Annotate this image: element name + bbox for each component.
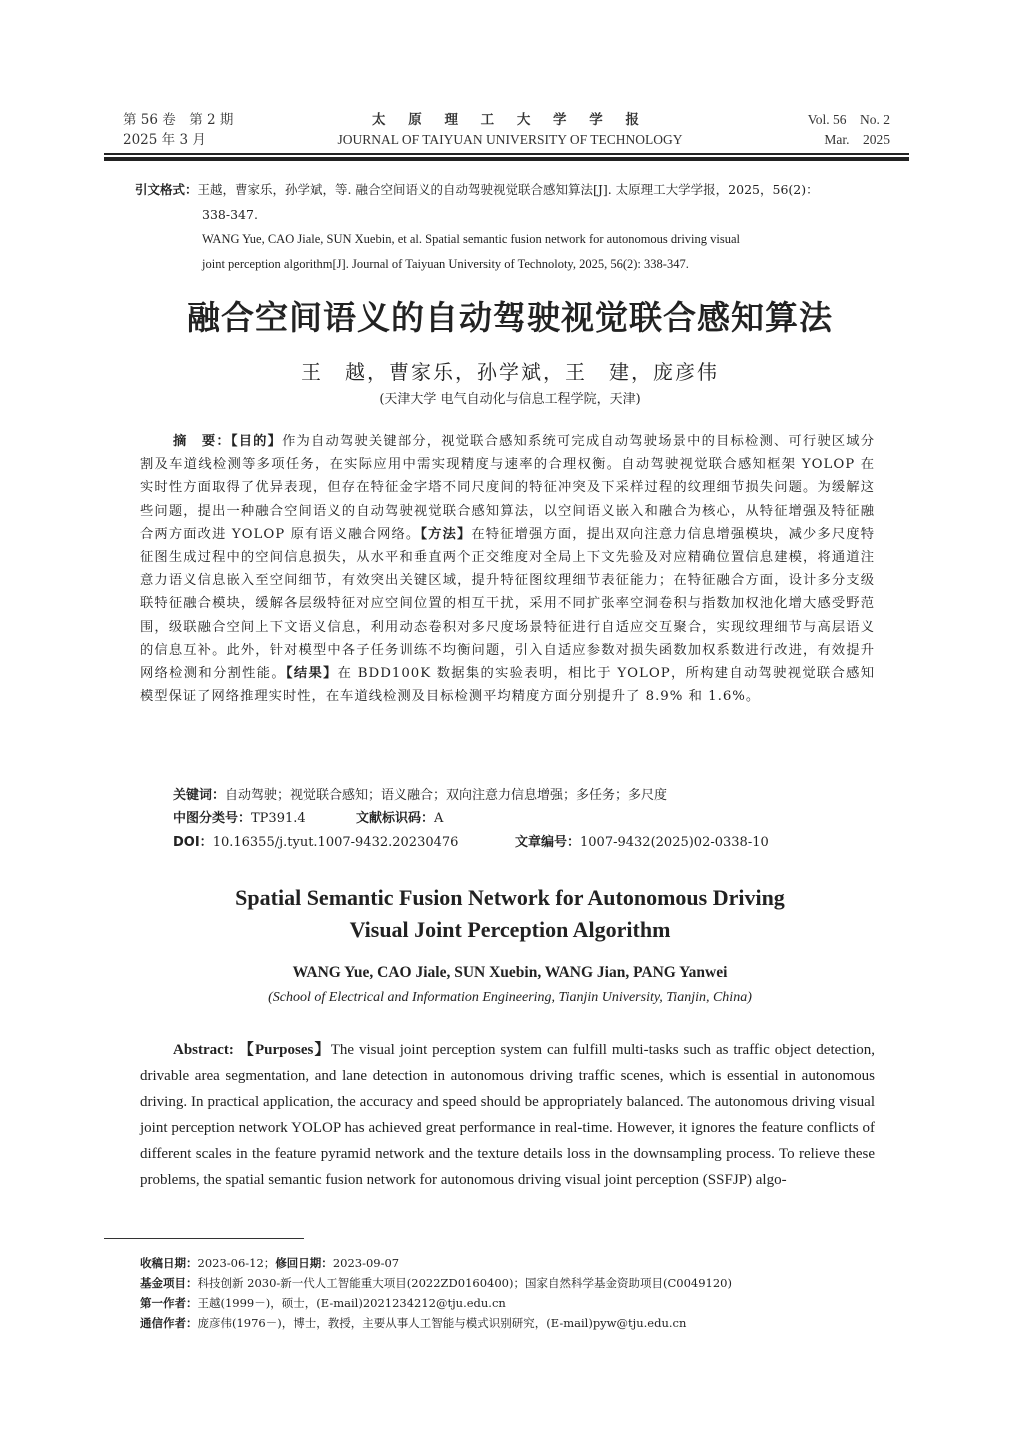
clc-label: 中图分类号： — [173, 811, 252, 826]
header-rule-thick — [104, 157, 909, 161]
header-vol-no-en — [808, 110, 890, 150]
header-volume-issue — [123, 110, 233, 150]
fund-value: 科技创新 2030-新一代人工智能重大项目(2022ZD0160400)；国家自然科学基金资助项目(C0049120) — [197, 1276, 732, 1290]
corresponding-value: 庞彦伟(1976－)，博士，教授，主要从事人工智能与模式识别研究，(E-mail)pyw@tju.edu.cn — [197, 1316, 687, 1330]
doi-label: DOI： — [173, 835, 213, 850]
corresponding-label: 通信作者： — [140, 1316, 198, 1330]
article-number-value: 1007-9432(2025)02-0338-10 — [580, 835, 769, 850]
method-tag-cn: 【方法】 — [420, 526, 472, 542]
abstract-en-label: Abstract: — [173, 1042, 234, 1058]
affiliation-en: (School of Electrical and Information Engineering, Tianjin University, Tianjin, China) — [268, 990, 752, 1005]
citation-cn-cont: 338-347. — [202, 206, 258, 222]
revised-label: 修回日期： — [275, 1256, 333, 1270]
first-author-row — [140, 1293, 900, 1313]
footnote-rule — [104, 1238, 304, 1239]
header-date: 2025 年 3 月 — [123, 132, 206, 148]
authors-cn: 王 越，曹家乐，孙学斌，王 建，庞彦伟 — [301, 360, 719, 384]
citation-label: 引文格式： — [135, 182, 198, 197]
paper-title-cn: 融合空间语义的自动驾驶视觉联合感知算法 — [187, 298, 833, 337]
header-rule-thin — [104, 153, 909, 155]
citation-cn: 王越，曹家乐，孙学斌，等. 融合空间语义的自动驾驶视觉联合感知算法[J]. 太原理工大学学报，2025，56(2)： — [197, 182, 819, 197]
doc-code-label: 文献标识码： — [355, 811, 434, 826]
journal-name-cn: 太 原 理 工 大 学 学 报 — [372, 112, 648, 128]
revised-value: 2023-09-07 — [332, 1256, 400, 1270]
doi-row — [173, 832, 458, 854]
header-vol-en: Vol. 56 No. 2 — [807, 112, 890, 127]
keywords-label: 关键词： — [173, 788, 226, 803]
purpose-tag-en: 【Purposes】 — [238, 1042, 331, 1058]
first-author-label: 第一作者： — [140, 1296, 198, 1310]
corresponding-author-row — [140, 1313, 900, 1333]
keywords-row — [173, 785, 893, 807]
clc-value: TP391.4 — [251, 811, 306, 826]
purpose-text-cn: 作为自动驾驶关键部分，视觉联合感知系统可完成自动驾驶场景中的目标检测、可行驶区域分割及车道线检测等多项任务，在实际应用中需实现精度与速率的合理权衡。自动驾驶视觉联合感知框架 YOLOP 在实时性方面取得了优异表现，但存在特征金字塔不同尺度间的特征冲突及下采样过程的纹理细节损失问题。为缓解这些问题，提出一种融合空间语义的自动驾驶视觉联合感知算法，以空间语义嵌入和融合为核心，从特征增强及特征融合两方面改进 YOLOP 原有语义融合网络。 — [140, 434, 876, 542]
affiliation-cn: (天津大学 电气自动化与信息工程学院，天津) — [379, 392, 641, 407]
classification-row — [173, 808, 443, 830]
citation-en-line2: joint perception algorithm[J]. Journal of Taiyuan University of Technoloty, 2025, 56(2): 338-347. — [202, 256, 689, 271]
method-text-cn: 在特征增强方面，提出双向注意力信息增强模块，减少多尺度特征图生成过程中的空间信息损失，从水平和垂直两个正交维度对全局上下文先验及对应精确位置信息建模，将通道注意力语义信息嵌入至空间细节，有效突出关键区域，提升特征图纹理细节表征能力；在特征融合方面，设计多分支级联特征融合模块，缓解各层级特征对应空间位置的相互干扰，采用不同扩张率空洞卷积与指数加权池化增大感受野范围，级联融合空间上下文语义信息，利用动态卷积对多尺度场景特征进行自适应交互聚合，实现纹理细节与高层语义的信息互补。此外，针对模型中各子任务训练不均衡问题，引入自适应参数对损失函数加权系数进行改进，有效提升网络检测和分割性能。 — [140, 526, 875, 682]
doi-value: 10.16355/j.tyut.1007-9432.20230476 — [212, 835, 459, 850]
fund-label: 基金项目： — [140, 1276, 198, 1290]
first-author-value: 王越(1999－)，硕士，(E-mail)2021234212@tju.edu.cn — [197, 1296, 506, 1310]
received-date-row — [140, 1253, 900, 1273]
footnotes — [140, 1253, 900, 1333]
keywords-value: 自动驾驶；视觉联合感知；语义融合；双向注意力信息增强；多任务；多尺度 — [225, 788, 668, 803]
fund-row — [140, 1273, 900, 1293]
abstract-cn-label: 摘 要： — [173, 434, 231, 449]
paper-title-en — [0, 882, 1020, 946]
purpose-tag-cn: 【目的】 — [230, 434, 283, 449]
header-journal — [260, 110, 760, 150]
paper-title-en-line1: Spatial Semantic Fusion Network for Autonomous Driving — [235, 885, 785, 910]
authors-en: WANG Yue, CAO Jiale, SUN Xuebin, WANG Jian, PANG Yanwei — [292, 964, 728, 981]
received-value: 2023-06-12； — [197, 1256, 276, 1270]
result-text-cn: 在 BDD100K 数据集的实验表明，相比于 YOLOP，所构建自动驾驶视觉联合感知模型保证了网络推理实时性，在车道线检测及目标检测平均精度方面分别提升了 8.9% 和 1.6%。 — [140, 666, 876, 705]
received-label: 收稿日期： — [140, 1256, 198, 1270]
article-number-row — [515, 832, 769, 854]
citation-en-line1: WANG Yue, CAO Jiale, SUN Xuebin, et al. Spatial semantic fusion network for autonomous driving visual — [202, 232, 740, 246]
header-volume: 第 56 卷 第 2 期 — [123, 112, 234, 128]
doc-code-value: A — [433, 811, 444, 826]
paper-title-en-line2: Visual Joint Perception Algorithm — [349, 917, 671, 942]
result-tag-cn: 【结果】 — [285, 666, 338, 682]
abstract-cn — [140, 430, 875, 708]
abstract-en — [140, 1037, 875, 1193]
journal-name-en: JOURNAL OF TAIYUAN UNIVERSITY OF TECHNOLOGY — [337, 132, 683, 147]
header-date-en: Mar. 2025 — [824, 132, 890, 147]
citation-block — [135, 178, 910, 276]
abstract-en-text: The visual joint perception system can fulfill multi-tasks such as traffic object detection, drivable area segmentation, and lane detection in autonomous driving traffic scenes, which is essential in autonomous driving. In practical application, the accuracy and speed should be appropriately balanced. The autonomous driving visual joint perception network YOLOP has achieved great performance in real-time. However, it ignores the feature conflicts of different scales in the feature pyramid network and the texture details loss in the downsampling process. To relieve these problems, the spatial semantic fusion network for autonomous driving visual joint perception (SSFJP) algo- — [140, 1042, 876, 1188]
article-number-label: 文章编号： — [515, 835, 581, 850]
